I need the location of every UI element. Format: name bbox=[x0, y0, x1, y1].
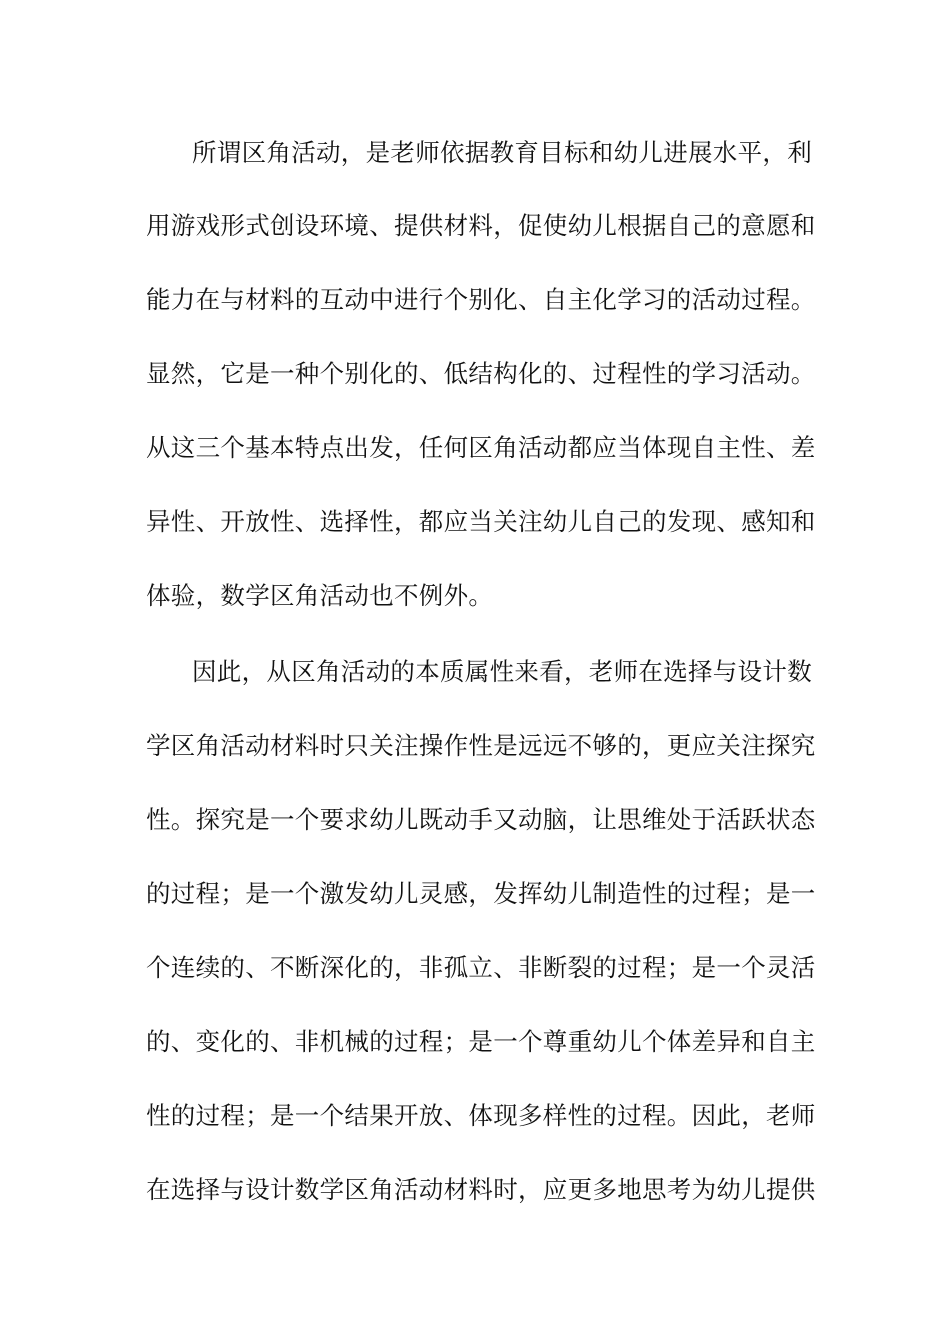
paragraph-line: 个连续的、不断深化的，非孤立、非断裂的过程；是一个灵活 bbox=[146, 953, 816, 982]
paragraph-line: 学区角活动材料时只关注操作性是远远不够的，更应关注探究 bbox=[146, 731, 816, 760]
paragraph-line: 所谓区角活动，是老师依据教育目标和幼儿进展水平，利 bbox=[192, 138, 812, 167]
paragraph-line: 异性、开放性、选择性，都应当关注幼儿自己的发现、感知和 bbox=[146, 507, 816, 536]
paragraph-line: 因此，从区角活动的本质属性来看，老师在选择与设计数 bbox=[192, 657, 812, 686]
paragraph-line: 性。探究是一个要求幼儿既动手又动脑，让思维处于活跃状态 bbox=[146, 805, 816, 834]
paragraph-line: 在选择与设计数学区角活动材料时，应更多地思考为幼儿提供 bbox=[146, 1175, 816, 1204]
paragraph-line: 体验，数学区角活动也不例外。 bbox=[146, 581, 494, 610]
paragraph-line: 能力在与材料的互动中进行个别化、自主化学习的活动过程。 bbox=[146, 285, 816, 314]
paragraph-line: 的过程；是一个激发幼儿灵感，发挥幼儿制造性的过程；是一 bbox=[146, 879, 816, 908]
paragraph-line: 用游戏形式创设环境、提供材料，促使幼儿根据自己的意愿和 bbox=[146, 211, 816, 240]
paragraph-line: 性的过程；是一个结果开放、体现多样性的过程。因此，老师 bbox=[146, 1101, 816, 1130]
paragraph-line: 显然，它是一种个别化的、低结构化的、过程性的学习活动。 bbox=[146, 359, 816, 388]
paragraph-line: 的、变化的、非机械的过程；是一个尊重幼儿个体差异和自主 bbox=[146, 1027, 816, 1056]
paragraph-line: 从这三个基本特点出发，任何区角活动都应当体现自主性、差 bbox=[146, 433, 816, 462]
